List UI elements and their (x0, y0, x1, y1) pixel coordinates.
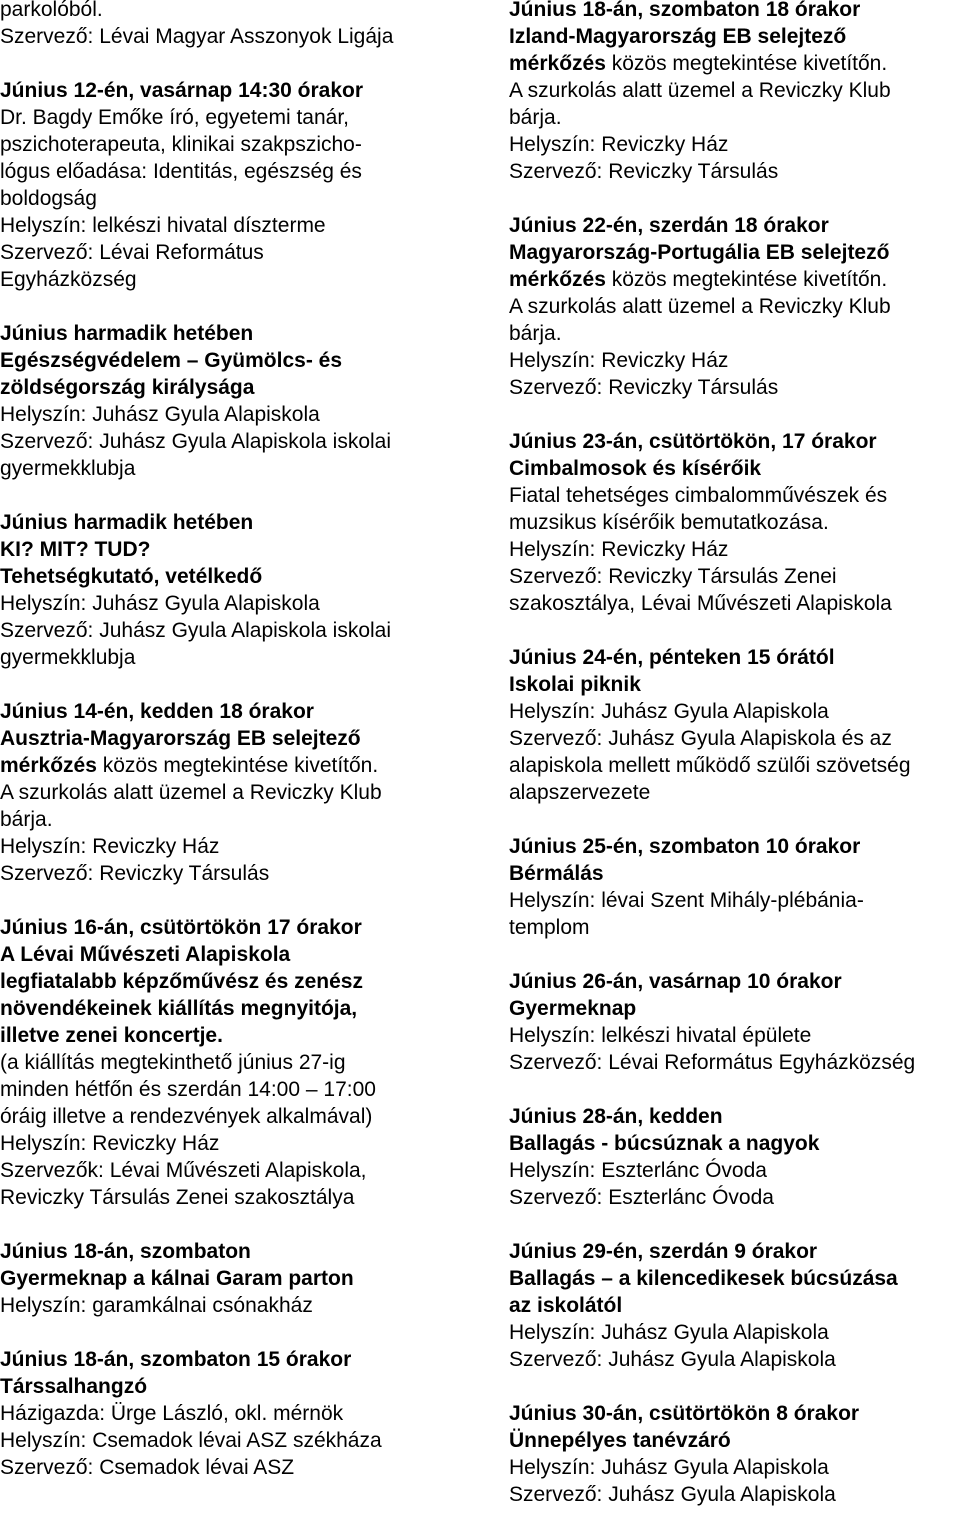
event-detail-line: A szurkolás alatt üzemel a Reviczky Klub (0, 781, 382, 804)
event-detail-line: Szervező: Juhász Gyula Alapiskola és az (509, 727, 892, 750)
event-detail-line: (a kiállítás megtekinthető június 27-ig (0, 1051, 346, 1074)
event-detail-line: Helyszín: Reviczky Ház (509, 133, 729, 156)
event-detail-line: Szervező: Reviczky Társulás Zenei (509, 565, 837, 588)
event-detail-line: Helyszín: Juhász Gyula Alapiskola (509, 1456, 829, 1479)
event-line (0, 752, 462, 779)
event-detail-line: alapszervezete (509, 781, 651, 804)
event-entry (509, 833, 960, 941)
event-detail-line: Szervező: Juhász Gyula Alapiskola (509, 1348, 836, 1371)
event-detail-line: lógus előadása: Identitás, egészség és (0, 160, 362, 183)
event-heading-line: Június 18-án, szombaton 18 órakor (509, 0, 861, 21)
event-detail-line: Szervező: Eszterlánc Óvoda (509, 1186, 774, 1209)
event-entry (509, 428, 960, 617)
event-heading-line: A Lévai Művészeti Alapiskola (0, 943, 291, 966)
event-detail-line: muzsikus kísérőik bemutatkozása. (509, 511, 829, 534)
event-detail-line: A szurkolás alatt üzemel a Reviczky Klub (509, 79, 891, 102)
event-entry (509, 1400, 960, 1508)
event-detail-line: Helyszín: Juhász Gyula Alapiskola (509, 1321, 829, 1344)
event-entry (509, 968, 960, 1076)
event-heading-line: Június 16-án, csütörtökön 17 órakor (0, 916, 362, 939)
event-heading-line: Cimbalmosok és kísérőik (509, 457, 762, 480)
event-detail-line: szakosztálya, Lévai Művészeti Alapiskola (509, 592, 892, 615)
event-heading-line: Június 30-án, csütörtökön 8 órakor (509, 1402, 860, 1425)
event-detail-line: Szervező: Lévai Református (0, 241, 264, 264)
event-heading-line: Ballagás - búcsúznak a nagyok (509, 1132, 820, 1155)
event-detail-line: bárja. (0, 808, 53, 831)
event-detail-line: Szervező: Lévai Magyar Asszonyok Ligája (0, 25, 394, 48)
event-entry (0, 320, 462, 482)
event-detail-line: Szervező: Reviczky Társulás (509, 376, 779, 399)
event-detail-line: Reviczky Társulás Zenei szakosztálya (0, 1186, 355, 1209)
event-heading-line: Iskolai piknik (509, 673, 641, 696)
event-text-bold: mérkőzés (509, 268, 606, 291)
event-heading-line: Tehetségkutató, vetélkedő (0, 565, 263, 588)
event-entry (0, 1238, 462, 1319)
event-detail-line: bárja. (509, 322, 562, 345)
event-heading-line: Egészségvédelem – Gyümölcs- és (0, 349, 342, 372)
event-heading-line: Gyermeknap (509, 997, 637, 1020)
event-detail-line: bárja. (509, 106, 562, 129)
event-entry (0, 0, 462, 50)
event-heading-line: Ausztria-Magyarország EB selejtező (0, 727, 361, 750)
event-entry (509, 1238, 960, 1373)
event-heading-line: Június 18-án, szombaton 15 órakor (0, 1348, 352, 1371)
event-heading-line: Június 22-én, szerdán 18 órakor (509, 214, 829, 237)
event-heading-line: Június 25-én, szombaton 10 órakor (509, 835, 861, 858)
event-detail-line: parkolóból. (0, 0, 103, 21)
event-heading-line: az iskolától (509, 1294, 623, 1317)
event-detail-line: A szurkolás alatt üzemel a Reviczky Klub (509, 295, 891, 318)
event-heading-line: Június 26-án, vasárnap 10 órakor (509, 970, 842, 993)
event-detail-line: Szervező: Juhász Gyula Alapiskola iskolai (0, 430, 392, 453)
event-detail-line: gyermekklubja (0, 646, 136, 669)
event-detail-line: Helyszín: lévai Szent Mihály-plébánia- (509, 889, 864, 912)
event-detail-line: Szervező: Reviczky Társulás (509, 160, 779, 183)
event-detail-line: minden hétfőn és szerdán 14:00 – 17:00 (0, 1078, 376, 1101)
event-detail-line: Helyszín: lelkészi hivatal díszterme (0, 214, 326, 237)
event-entry (509, 212, 960, 401)
event-detail-line: Helyszín: Juhász Gyula Alapiskola (509, 700, 829, 723)
event-detail-line: Helyszín: Reviczky Ház (509, 349, 729, 372)
event-detail-line: Szervezők: Lévai Művészeti Alapiskola, (0, 1159, 367, 1182)
event-heading-line: Társsalhangzó (0, 1375, 148, 1398)
event-heading-line: legfiatalabb képzőművész és zenész (0, 970, 363, 993)
event-detail-line: Dr. Bagdy Emőke író, egyetemi tanár, (0, 106, 350, 129)
event-detail-line: Helyszín: Juhász Gyula Alapiskola (0, 592, 320, 615)
event-text: közös megtekintése kivetítőn. (96, 754, 379, 777)
event-entry (0, 509, 462, 671)
event-heading-line: Június 14-én, kedden 18 órakor (0, 700, 314, 723)
event-detail-line: Helyszín: Reviczky Ház (0, 835, 220, 858)
event-detail-line: boldogság (0, 187, 97, 210)
event-heading-line: Június harmadik hetében (0, 322, 254, 345)
event-entry (0, 77, 462, 293)
event-heading-line: Június harmadik hetében (0, 511, 254, 534)
event-heading-line: KI? MIT? TUD? (0, 538, 151, 561)
event-heading-line: Ünnepélyes tanévzáró (509, 1429, 731, 1452)
event-detail-line: Szervező: Juhász Gyula Alapiskola (509, 1483, 836, 1506)
event-detail-line: Helyszín: lelkészi hivatal épülete (509, 1024, 812, 1047)
event-detail-line: Helyszín: Eszterlánc Óvoda (509, 1159, 767, 1182)
event-line (509, 50, 960, 77)
event-heading-line: Bérmálás (509, 862, 604, 885)
event-detail-line: Fiatal tehetséges cimbalomművészek és (509, 484, 888, 507)
event-heading-line: Június 23-án, csütörtökön, 17 órakor (509, 430, 877, 453)
event-heading-line: Június 18-án, szombaton (0, 1240, 251, 1263)
event-heading-line: Izland-Magyarország EB selejtező (509, 25, 847, 48)
event-heading-line: Június 29-én, szerdán 9 órakor (509, 1240, 818, 1263)
left-column (0, 0, 462, 1508)
event-heading-line: Magyarország-Portugália EB selejtező (509, 241, 890, 264)
event-heading-line: illetve zenei koncertje. (0, 1024, 223, 1047)
event-text-bold: mérkőzés (509, 52, 606, 75)
event-detail-line: óráig illetve a rendezvények alkalmával) (0, 1105, 373, 1128)
event-entry (509, 644, 960, 806)
event-detail-line: alapiskola mellett működő szülői szövetség (509, 754, 911, 777)
event-detail-line: Szervező: Lévai Református Egyházközség (509, 1051, 916, 1074)
right-column (509, 0, 960, 1535)
event-entry (0, 914, 462, 1211)
event-detail-line: pszichoterapeuta, klinikai szakpszicho- (0, 133, 362, 156)
event-detail-line: Szervező: Reviczky Társulás (0, 862, 270, 885)
event-heading-line: Június 24-én, pénteken 15 órától (509, 646, 835, 669)
event-detail-line: Egyházközség (0, 268, 137, 291)
event-detail-line: Házigazda: Ürge László, okl. mérnök (0, 1402, 344, 1425)
event-detail-line: Szervező: Juhász Gyula Alapiskola iskolai (0, 619, 392, 642)
event-detail-line: Helyszín: Juhász Gyula Alapiskola (0, 403, 320, 426)
event-detail-line: templom (509, 916, 590, 939)
event-detail-line: gyermekklubja (0, 457, 136, 480)
event-entry (0, 1346, 462, 1481)
event-heading-line: Ballagás – a kilencedikesek búcsúzása (509, 1267, 898, 1290)
event-detail-line: Helyszín: Reviczky Ház (0, 1132, 220, 1155)
event-entry (509, 1103, 960, 1211)
event-entry (509, 0, 960, 185)
event-detail-line: Helyszín: garamkálnai csónakház (0, 1294, 313, 1317)
event-heading-line: Június 12-én, vasárnap 14:30 órakor (0, 79, 363, 102)
event-heading-line: Gyermeknap a kálnai Garam parton (0, 1267, 354, 1290)
event-heading-line: Június 28-án, kedden (509, 1105, 723, 1128)
event-text-bold: mérkőzés (0, 754, 97, 777)
event-detail-line: Szervező: Csemadok lévai ASZ (0, 1456, 295, 1479)
event-detail-line: Helyszín: Reviczky Ház (509, 538, 729, 561)
event-heading-line: zöldségország királysága (0, 376, 255, 399)
event-detail-line: Helyszín: Csemadok lévai ASZ székháza (0, 1429, 382, 1452)
event-heading-line: növendékeinek kiállítás megnyitója, (0, 997, 358, 1020)
event-line (509, 266, 960, 293)
event-entry (0, 698, 462, 887)
event-text: közös megtekintése kivetítőn. (605, 52, 888, 75)
event-text: közös megtekintése kivetítőn. (605, 268, 888, 291)
